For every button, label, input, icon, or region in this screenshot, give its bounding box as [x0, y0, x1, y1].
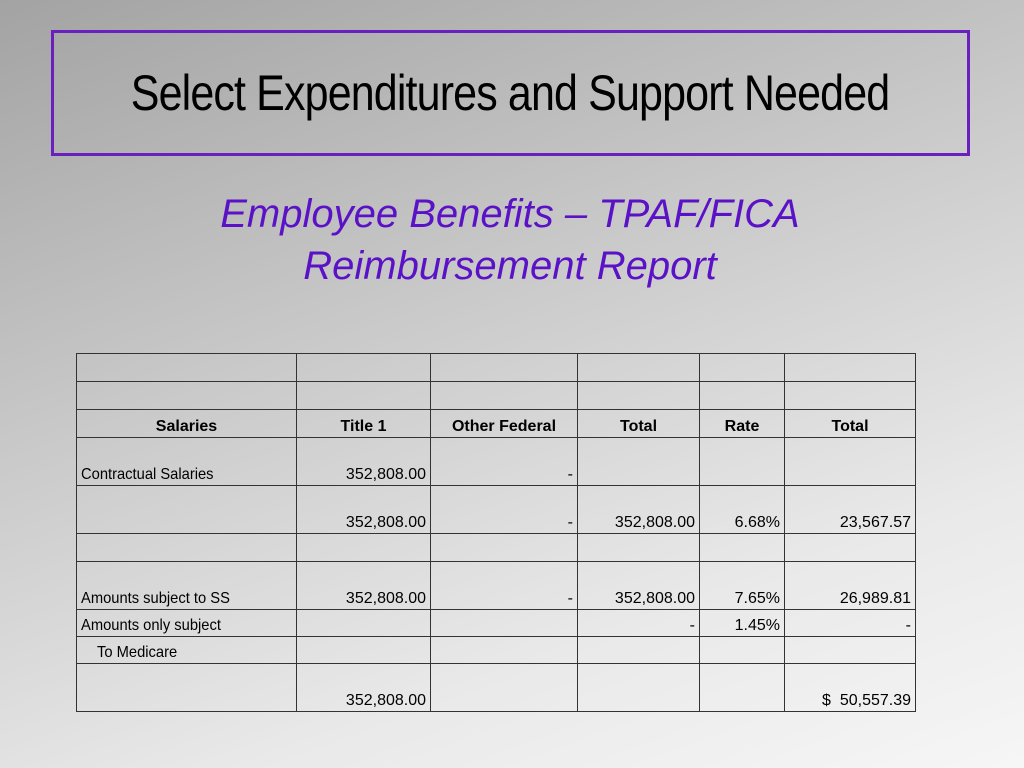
table-row-empty-2: [77, 382, 916, 410]
table-cell: [431, 534, 578, 562]
table-cell: [297, 382, 431, 410]
cell-total: [578, 637, 700, 664]
table-cell: [700, 354, 785, 382]
title-box: [51, 30, 970, 156]
table-row-grand-total: [77, 664, 916, 712]
cell-total: 352,808.00: [578, 562, 700, 610]
table-cell: [77, 610, 297, 637]
slide-subtitle: [150, 188, 870, 292]
table-header-row: [77, 410, 916, 438]
cell-grand-total: $ 50,557.39: [785, 664, 916, 712]
header-rate: Rate: [700, 410, 785, 438]
header-title-1: Title 1: [297, 410, 431, 438]
table-cell: [578, 534, 700, 562]
table-cell: [700, 382, 785, 410]
table-cell: [297, 534, 431, 562]
table-cell: [77, 438, 297, 486]
table-cell: [578, 382, 700, 410]
slide-title: Select Expenditures and Support Needed: [131, 65, 890, 121]
header-total: Total: [578, 410, 700, 438]
table-row-medicare-2: [77, 637, 916, 664]
cell-rate: [700, 637, 785, 664]
table-cell: [77, 382, 297, 410]
cell-grand-total: [785, 637, 916, 664]
table-cell: [700, 534, 785, 562]
cell-total: [578, 664, 700, 712]
table-cell: [785, 382, 916, 410]
table-row-ss: [77, 562, 916, 610]
table-cell: [77, 562, 297, 610]
table-row-medicare-1: [77, 610, 916, 637]
cell-other-federal: [431, 664, 578, 712]
cell-title1: [297, 610, 431, 637]
cell-label: To Medicare: [97, 644, 178, 661]
cell-rate: [700, 664, 785, 712]
cell-label: Amounts subject to SS: [81, 590, 230, 607]
cell-other-federal: [431, 637, 578, 664]
cell-other-federal: -: [431, 562, 578, 610]
cell-label: Amounts only subject: [81, 617, 221, 634]
table-cell: [785, 534, 916, 562]
cell-other-federal: [431, 610, 578, 637]
cell-label: [77, 664, 297, 712]
cell-rate: 7.65%: [700, 562, 785, 610]
cell-rate: 6.68%: [700, 486, 785, 534]
cell-title1: 352,808.00: [297, 664, 431, 712]
table-cell: [77, 354, 297, 382]
reimbursement-table: [76, 353, 916, 712]
cell-title1: 352,808.00: [297, 438, 431, 486]
cell-grand-total: 26,989.81: [785, 562, 916, 610]
cell-title1: [297, 637, 431, 664]
table-cell: [578, 354, 700, 382]
cell-other-federal: -: [431, 438, 578, 486]
table-row-empty-3: [77, 534, 916, 562]
cell-title1: 352,808.00: [297, 486, 431, 534]
cell-grand-total: 23,567.57: [785, 486, 916, 534]
cell-other-federal: -: [431, 486, 578, 534]
cell-rate: [700, 438, 785, 486]
header-other-federal: Other Federal: [431, 410, 578, 438]
header-salaries: Salaries: [77, 410, 297, 438]
cell-total: -: [578, 610, 700, 637]
cell-total: 352,808.00: [578, 486, 700, 534]
table-row-contractual: [77, 438, 916, 486]
cell-rate: 1.45%: [700, 610, 785, 637]
table-cell: [431, 354, 578, 382]
table-cell: [77, 637, 297, 664]
cell-grand-total: [785, 438, 916, 486]
header-grand-total: Total: [785, 410, 916, 438]
cell-title1: 352,808.00: [297, 562, 431, 610]
cell-label: Contractual Salaries: [81, 466, 214, 483]
subtitle-line-1: Employee Benefits – TPAF/FICA: [220, 192, 800, 236]
cell-label: [77, 486, 297, 534]
subtitle-line-2: Reimbursement Report: [303, 244, 717, 288]
table-cell: [431, 382, 578, 410]
cell-total: [578, 438, 700, 486]
cell-grand-total: -: [785, 610, 916, 637]
table-cell: [77, 534, 297, 562]
table-cell: [297, 354, 431, 382]
table-cell: [785, 354, 916, 382]
table-row-subtotal: [77, 486, 916, 534]
table-row-empty-1: [77, 354, 916, 382]
